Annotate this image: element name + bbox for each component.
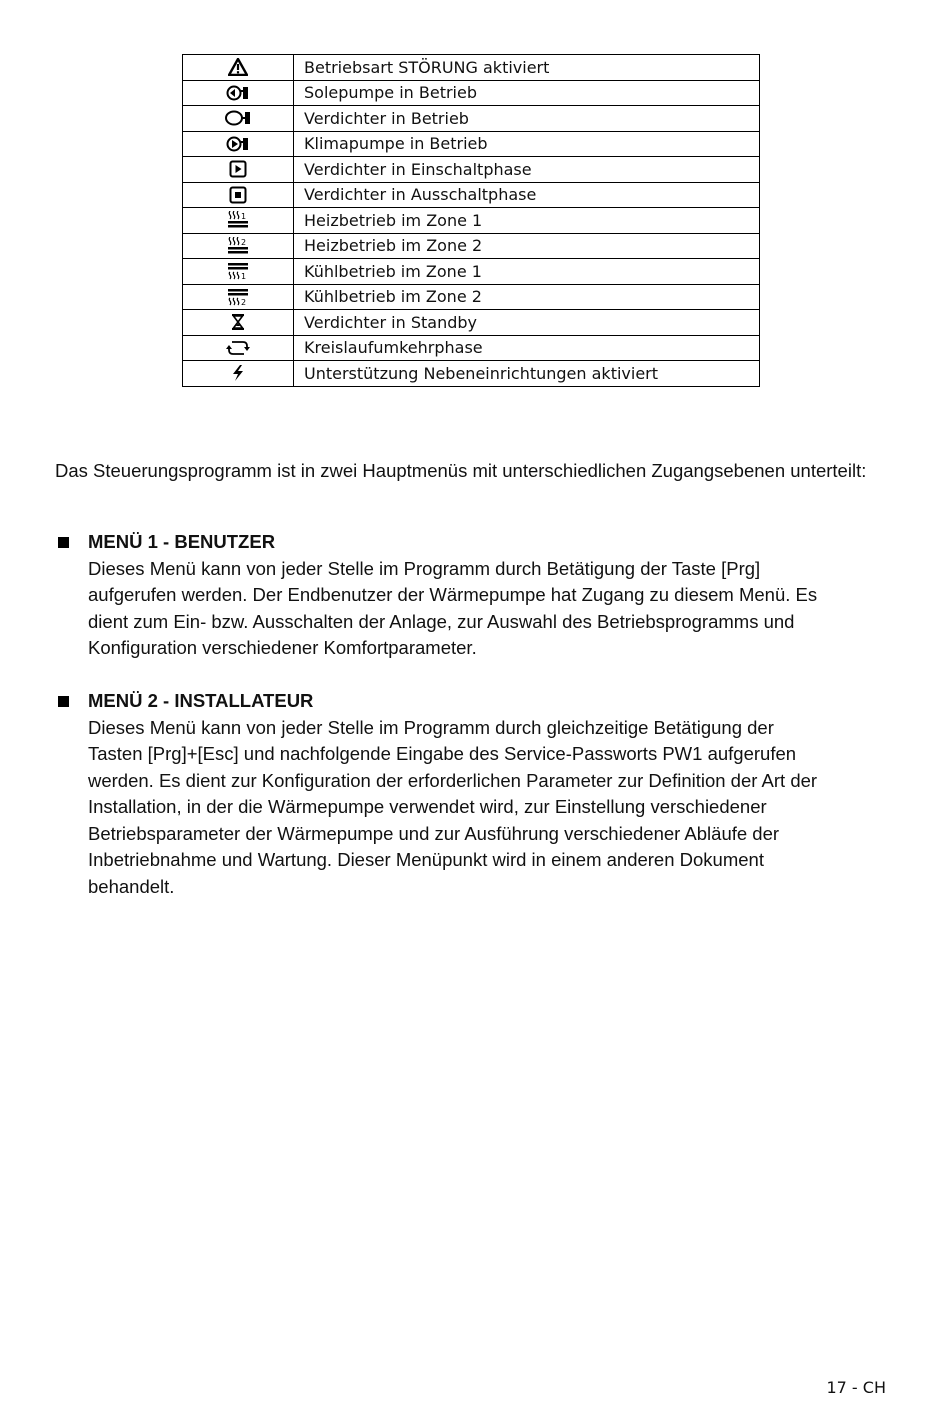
text-line: Betriebsparameter der Wärmepumpe und zur Ausführung verschiedener Abläufe der [88, 822, 780, 844]
square-bullet-icon [58, 696, 69, 707]
legend-row [183, 80, 760, 106]
page-number: 17 - CH [826, 1378, 886, 1397]
svg-text:1: 1 [241, 212, 247, 222]
svg-text:1: 1 [241, 272, 247, 281]
legend-text: Kreislaufumkehrphase [294, 335, 760, 361]
legend-text: Unterstützung Nebeneinrichtungen aktiviert [294, 361, 760, 387]
menu-1-section [55, 529, 895, 662]
legend-row [183, 157, 760, 183]
menu-2-title: MENÜ 2 - INSTALLATEUR [88, 690, 314, 711]
legend-text: Verdichter in Ausschaltphase [294, 182, 760, 208]
legend-row [183, 335, 760, 361]
warning-triangle-icon [183, 58, 293, 76]
text-line: behandelt. [88, 875, 175, 897]
brine-pump-icon [183, 85, 293, 101]
hourglass-icon [183, 313, 293, 331]
legend-text: Verdichter in Standby [294, 310, 760, 336]
legend-row [183, 106, 760, 132]
svg-text:2: 2 [241, 297, 247, 306]
legend-text: Verdichter in Einschaltphase [294, 157, 760, 183]
legend-text: Kühlbetrieb im Zone 1 [294, 259, 760, 285]
text-line: dient zum Ein- bzw. Ausschalten der Anlage, zur Auswahl des Betriebsprogramms und [88, 610, 795, 632]
legend-row [183, 182, 760, 208]
intro-paragraph: Das Steuerungsprogramm ist in zwei Hauptmenüs mit unterschiedlichen Zugangsebenen unterteilt: [55, 460, 867, 481]
legend-row [183, 310, 760, 336]
text-line: Dieses Menü kann von jeder Stelle im Programm durch Betätigung der Taste [Prg] [88, 557, 761, 579]
legend-text: Klimapumpe in Betrieb [294, 131, 760, 157]
status-icon-legend-table [182, 54, 760, 387]
play-square-icon [183, 160, 293, 178]
text-line: Tasten [Prg]+[Esc] und nachfolgende Eingabe des Service-Passworts PW1 aufgerufen [88, 743, 797, 764]
text-line: Installation, in der die Wärmepumpe verwendet wird, zur Einstellung verschiedener [88, 796, 767, 817]
text-line: werden. Es dient zur Konfiguration der erforderlichen Parameter zur Definition der Art der [88, 769, 818, 791]
stop-square-icon [183, 186, 293, 204]
legend-row [183, 55, 760, 81]
menu-2-section [55, 688, 895, 900]
legend-row [183, 233, 760, 259]
cooling-zone-2-icon [183, 288, 293, 306]
menu-1-description [88, 556, 895, 662]
legend-row [183, 259, 760, 285]
menu-1-title: MENÜ 1 - BENUTZER [88, 531, 276, 552]
compressor-icon [183, 110, 293, 126]
legend-row [183, 284, 760, 310]
heating-zone-1-icon [183, 211, 293, 229]
cooling-zone-1-icon [183, 262, 293, 280]
legend-text: Heizbetrieb im Zone 2 [294, 233, 760, 259]
menu-2-description [88, 715, 895, 901]
legend-row [183, 131, 760, 157]
climate-pump-icon [183, 136, 293, 152]
svg-text:2: 2 [241, 237, 247, 247]
legend-text: Solepumpe in Betrieb [294, 80, 760, 106]
text-line: Konfiguration verschiedener Komfortparameter. [88, 637, 477, 658]
legend-row [183, 361, 760, 387]
legend-text: Betriebsart STÖRUNG aktiviert [294, 55, 760, 81]
text-line: Inbetriebnahme und Wartung. Dieser Menüpunkt wird in einem anderen Dokument [88, 849, 764, 870]
text-line: aufgerufen werden. Der Endbenutzer der Wärmepumpe hat Zugang zu diesem Menü. Es [88, 584, 818, 605]
legend-row [183, 208, 760, 234]
legend-text: Heizbetrieb im Zone 1 [294, 208, 760, 234]
legend-text: Kühlbetrieb im Zone 2 [294, 284, 760, 310]
cycle-reversal-icon [183, 339, 293, 357]
heating-zone-2-icon [183, 237, 293, 255]
lightning-icon [183, 364, 293, 382]
square-bullet-icon [58, 537, 69, 548]
legend-text: Verdichter in Betrieb [294, 106, 760, 132]
text-line: Dieses Menü kann von jeder Stelle im Programm durch gleichzeitige Betätigung der [88, 716, 774, 738]
